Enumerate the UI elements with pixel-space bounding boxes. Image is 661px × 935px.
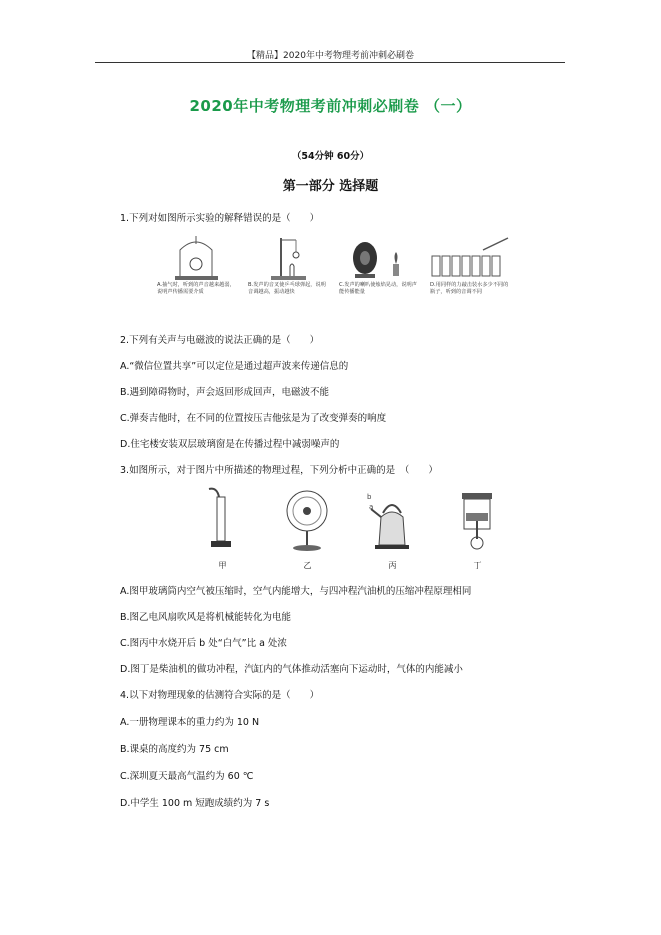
svg-text:a: a (369, 503, 374, 511)
figure-electric-fan (280, 487, 335, 571)
figure-caption: C.发声的喇叭使烛焰晃动，说明声能传播能量 (339, 282, 417, 295)
question-3-option-a: A.图甲玻璃筒内空气被压缩时，空气内能增大，与四冲程汽油机的压缩冲程原理相同 (120, 586, 472, 597)
figure-bell-jar (155, 232, 238, 320)
question-2-option-c: C.弹奏吉他时，在不同的位置按压吉他弦是为了改变弹奏的响度 (120, 413, 387, 424)
question-2-option-a: A.“微信位置共享”可以定位是通过超声波来传递信息的 (120, 361, 349, 372)
question-2-stem: 2.下列有关声与电磁波的说法正确的是（ ） (120, 335, 320, 346)
header-divider (95, 62, 565, 63)
section-heading: 第一部分 选择题 (282, 179, 379, 194)
figure-label: 丙 (388, 561, 397, 570)
question-4-option-d: D.中学生 100 m 短跑成绩约为 7 s (120, 798, 270, 809)
document-title: 2020年中考物理考前冲刺必刷卷 （一） (189, 97, 472, 115)
figure-engine-cylinder (450, 487, 505, 571)
question-3-option-c: C.图丙中水烧开后 b 处“白气”比 a 处浓 (120, 638, 287, 649)
svg-text:b: b (367, 493, 372, 501)
figure-caption: D.用同样的力敲击装水多少不同的瓶子，听到的音调不同 (430, 282, 509, 295)
question-3-figures (195, 487, 505, 571)
question-3-stem: 3.如图所示，对于图片中所描述的物理过程，下列分析中正确的是 （ ） (120, 465, 438, 476)
figure-water-bottles (428, 232, 511, 320)
page-header: 【精品】2020年中考物理考前冲刺必刷卷 (247, 51, 414, 61)
question-2-option-b: B.遇到障碍物时，声会返回形成回声，电磁波不能 (120, 387, 330, 398)
question-3-option-b: B.图乙电风扇吹风是将机械能转化为电能 (120, 612, 292, 623)
question-4-option-c: C.深圳夏天最高气温约为 60 ℃ (120, 771, 254, 782)
question-4-stem: 4.以下对物理现象的估测符合实际的是（ ） (120, 690, 320, 701)
figure-speaker-candle (337, 232, 420, 320)
figure-tuning-fork (246, 232, 329, 320)
figure-label: 甲 (218, 561, 227, 570)
question-1-figures (155, 232, 511, 320)
figure-label: 丁 (473, 561, 482, 570)
figure-caption: A.抽气时，听到的声音越来越弱，说明声传播需要介质 (157, 282, 235, 295)
figure-caption: B.发声的音叉使乒乓球弹起，说明音调越高，振动越快 (248, 282, 326, 295)
figure-air-compression (195, 487, 250, 571)
figure-kettle (365, 487, 420, 571)
exam-duration-score: （54分钟 60分） (291, 151, 370, 162)
figure-label: 乙 (303, 561, 312, 570)
question-1-stem: 1.下列对如图所示实验的解释错误的是（ ） (120, 213, 320, 224)
question-3-option-d: D.图丁是柴油机的做功冲程，汽缸内的气体推动活塞向下运动时，气体的内能减小 (120, 664, 463, 675)
question-4-option-b: B.课桌的高度约为 75 cm (120, 744, 229, 755)
question-4-option-a: A.一册物理课本的重力约为 10 N (120, 717, 260, 728)
question-2-option-d: D.住宅楼安装双层玻璃窗是在传播过程中减弱噪声的 (120, 439, 340, 450)
